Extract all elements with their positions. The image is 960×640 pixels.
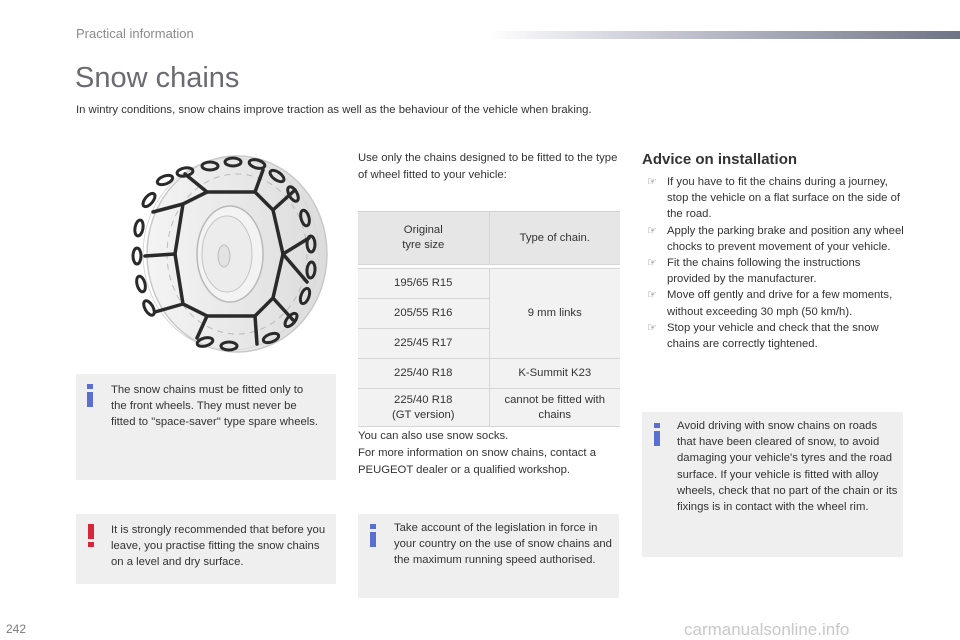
snow-socks-text: You can also use snow socks. For more information on snow chains, contact a PEUGEOT dealer or a qualified workshop. — [358, 430, 596, 476]
chain-type-cell-gt: cannot be fitted with chains — [489, 389, 620, 427]
watermark: carmanualsonline.info — [684, 620, 850, 639]
table-row — [358, 269, 620, 299]
advice-title: Advice on installation — [642, 151, 798, 168]
intro-paragraph: In wintry conditions, snow chains improve traction as well as the behaviour of the vehicle when braking. — [76, 104, 592, 116]
tyre-size-cell: 225/45 R17 — [358, 329, 489, 359]
info-box-avoid-driving — [642, 412, 903, 557]
section-label: Practical information — [76, 26, 194, 41]
tyre-size-cell-gt: 225/40 R18 (GT version) — [358, 389, 489, 427]
list-item: ☞ If you have to fit the chains during a journey, stop the vehicle on a flat surface on the side of the road. — [647, 176, 900, 221]
pointing-hand-icon: ☞ — [647, 289, 657, 302]
tyre-size-cell: 225/40 R18 — [358, 359, 489, 389]
list-item: ☞ Move off gently and drive for a few moments, without exceeding 30 mph (50 km/h). — [647, 289, 893, 318]
tyre-size-cell: 195/65 R15 — [358, 269, 489, 299]
chain-type-cell-9mm: 9 mm links — [489, 269, 620, 359]
page-number: 242 — [6, 622, 27, 636]
pointing-hand-icon: ☞ — [647, 321, 657, 334]
list-item: ☞ Fit the chains following the instructions provided by the manufacturer. — [647, 257, 861, 286]
chain-type-cell: K-Summit K23 — [489, 359, 620, 389]
header-chain-type: Type of chain. — [489, 212, 620, 265]
page-title: Snow chains — [75, 62, 240, 94]
info-box-legislation — [358, 514, 619, 598]
list-item: ☞ Apply the parking brake and position any wheel chocks to prevent movement of your vehicle. — [647, 224, 904, 253]
snow-chain-wheel-illustration — [125, 152, 335, 357]
note-practise: It is strongly recommended that before you leave, you practise fitting the snow chains on a level and dry surface. — [111, 524, 326, 569]
note-avoid-driving: Avoid driving with snow chains on roads that have been cleared of snow, to avoid damaging your vehicle's tyres and the road surface. If your vehicle is fitted with alloy wheels, check that no part of the chain or its fixings is in contact with the wheel rim. — [677, 420, 898, 514]
table-row — [358, 359, 620, 389]
table-header-row — [358, 212, 620, 265]
table-row — [358, 389, 620, 427]
info-box-front-wheels — [76, 374, 336, 480]
header-gradient-bar — [488, 31, 960, 39]
pointing-hand-icon: ☞ — [647, 176, 657, 188]
note-legislation: Take account of the legislation in force in your country on the use of snow chains and the maximum running speed authorised. — [394, 522, 612, 567]
note-front-wheels: The snow chains must be fitted only to the front wheels. They must never be fitted to "space-saver" type spare wheels. — [111, 384, 319, 429]
header-tyre-size: Original tyre size — [358, 212, 489, 265]
pointing-hand-icon: ☞ — [647, 257, 657, 270]
list-item: ☞ Stop your vehicle and check that the snow chains are correctly tightened. — [647, 321, 879, 351]
advice-list — [647, 174, 905, 352]
chain-compatibility-table — [358, 211, 620, 427]
tyre-size-cell: 205/55 R16 — [358, 299, 489, 329]
chains-intro-text: Use only the chains designed to be fitted to the type of wheel fitted to your vehicle: — [358, 152, 618, 181]
warning-box-practise — [76, 514, 336, 584]
pointing-hand-icon: ☞ — [647, 224, 657, 237]
